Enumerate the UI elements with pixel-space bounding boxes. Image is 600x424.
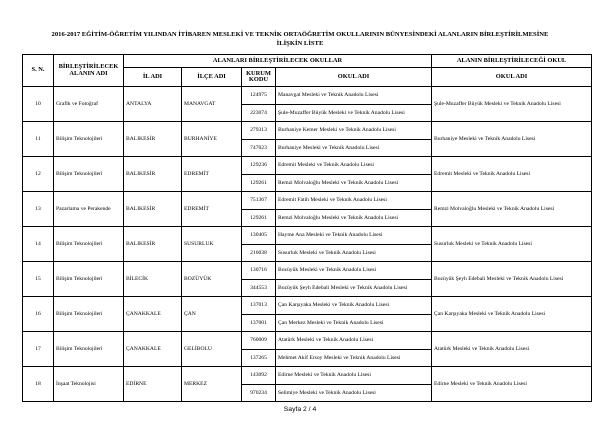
cell-okul: Susurluk Mesleki ve Teknik Anadolu Lisesi [276, 244, 432, 262]
cell-okul: Manavgat Mesleki ve Teknik Anadolu Lisesi [276, 87, 432, 105]
header-ilce: İLÇE ADI [182, 68, 242, 87]
cell-il: BALIKESİR [124, 227, 182, 262]
cell-ilce: EDREMİT [182, 157, 242, 192]
cell-sn: 17 [23, 332, 54, 367]
cell-okul: Remzi Molvaloğlu Mesleki ve Teknik Anadolu Lisesi [276, 174, 432, 192]
cell-sn: 12 [23, 157, 54, 192]
cell-okul: Bozüyük Şeyh Edebali Mesleki ve Teknik Anadolu Lisesi [276, 279, 432, 297]
cell-okul: Şule-Muzaffer Büyük Mesleki ve Teknik Anadolu Lisesi [276, 104, 432, 122]
cell-ilce: BURHANİYE [182, 122, 242, 157]
cell-kurum-kodu: 279313 [242, 122, 276, 140]
cell-target-okul: Bozüyük Şeyh Edebali Mesleki ve Teknik Anadolu Lisesi [432, 262, 592, 297]
cell-target-okul: Susurluk Mesleki ve Teknik Anadolu Lisesi [432, 227, 592, 262]
cell-alan: Pazarlama ve Perakende [54, 192, 124, 227]
cell-kurum-kodu: 223074 [242, 104, 276, 122]
cell-alan: Bilişim Teknolojileri [54, 157, 124, 192]
cell-ilce: ÇAN [182, 297, 242, 332]
cell-kurum-kodu: 970234 [242, 384, 276, 402]
cell-ilce: BOZÜYÜK [182, 262, 242, 297]
cell-kurum-kodu: 143092 [242, 367, 276, 385]
cell-ilce: EDREMİT [182, 192, 242, 227]
cell-okul: Edremit Mesleki ve Teknik Anadolu Lisesi [276, 157, 432, 175]
cell-okul: Edremit Fatih Mesleki ve Teknik Anadolu Lisesi [276, 192, 432, 210]
header-target-okul: OKUL ADI [432, 68, 592, 87]
header-alan-line-1: BİRLEŞTİRİLECEK [58, 63, 119, 70]
table-row [23, 332, 592, 350]
header-kurum-kodu [242, 68, 276, 87]
cell-il: EDİRNE [124, 367, 182, 402]
cell-okul: Çan Karşıyaka Mesleki ve Teknik Anadolu Lisesi [276, 297, 432, 315]
table-row [23, 122, 592, 140]
cell-kurum-kodu: 129261 [242, 209, 276, 227]
cell-ilce: SUSURLUK [182, 227, 242, 262]
cell-ilce: GELİBOLU [182, 332, 242, 367]
title-line-2: İLİŞKİN LİSTE [276, 40, 324, 47]
cell-target-okul: Burhaniye Mesleki ve Teknik Anadolu Lisesi [432, 122, 592, 157]
cell-target-okul: Çan Karşıyaka Mesleki ve Teknik Anadolu Lisesi [432, 297, 592, 332]
cell-kurum-kodu: 751367 [242, 192, 276, 210]
cell-kurum-kodu: 124975 [242, 87, 276, 105]
cell-ilce: MERKEZ [182, 367, 242, 402]
cell-kurum-kodu: 137265 [242, 349, 276, 367]
cell-il: ÇANAKKALE [124, 332, 182, 367]
cell-sn: 14 [23, 227, 54, 262]
header-sn: S. N. [23, 55, 54, 87]
cell-okul: Burhaniye Kemer Mesleki ve Teknik Anadolu Lisesi [276, 122, 432, 140]
merge-list-table [22, 54, 592, 402]
header-il: İL ADI [124, 68, 182, 87]
cell-kurum-kodu: 747023 [242, 139, 276, 157]
cell-sn: 15 [23, 262, 54, 297]
cell-sn: 11 [23, 122, 54, 157]
cell-okul: Çan Merkez Mesleki ve Teknik Anadolu Lisesi [276, 314, 432, 332]
header-kurum-line-1: KURUM [246, 69, 271, 77]
cell-il: ANTALYA [124, 87, 182, 122]
table-row [23, 157, 592, 175]
cell-target-okul: Remzi Molvaloğlu Mesleki ve Teknik Anadolu Lisesi [432, 192, 592, 227]
cell-il: BALIKESİR [124, 157, 182, 192]
header-group-source-schools: ALANLARI BİRLEŞTİRİLECEK OKULLAR [124, 55, 432, 68]
cell-il: ÇANAKKALE [124, 297, 182, 332]
cell-alan: Bilişim Teknolojileri [54, 297, 124, 332]
cell-okul: Mehmet Akif Ersoy Mesleki ve Teknik Anadolu Lisesi [276, 349, 432, 367]
cell-okul: Hayme Ana Mesleki ve Teknik Anadolu Lisesi [276, 227, 432, 245]
cell-kurum-kodu: 137001 [242, 314, 276, 332]
cell-kurum-kodu: 344553 [242, 279, 276, 297]
cell-okul: Remzi Molvaloğlu Mesleki ve Teknik Anadolu Lisesi [276, 209, 432, 227]
cell-kurum-kodu: 129261 [242, 174, 276, 192]
cell-okul: Burhaniye Mesleki ve Teknik Anadolu Lisesi [276, 139, 432, 157]
cell-okul: Selimiye Mesleki ve Teknik Anadolu Lisesi [276, 384, 432, 402]
cell-target-okul: Şule-Muzaffer Büyük Mesleki ve Teknik Anadolu Lisesi [432, 87, 592, 122]
cell-okul: Bozüyük Mesleki ve Teknik Anadolu Lisesi [276, 262, 432, 280]
cell-okul: Atatürk Mesleki ve Teknik Anadolu Lisesi [276, 332, 432, 350]
cell-target-okul: Atatürk Mesleki ve Teknik Anadolu Lisesi [432, 332, 592, 367]
title-line-1: 2016-2017 EĞİTİM-ÖĞRETİM YILINDAN İTİBAREN MESLEKİ VE TEKNİK ORTAÖĞRETİM OKULLARININ BÜNYESİNDEKİ ALANLARIN BİRLEŞTİRİLMESİNE [51, 31, 549, 38]
cell-ilce: MANAVGAT [182, 87, 242, 122]
cell-okul: Edirne Mesleki ve Teknik Anadolu Lisesi [276, 367, 432, 385]
cell-alan: Grafik ve Fotoğraf [54, 87, 124, 122]
cell-kurum-kodu: 216038 [242, 244, 276, 262]
cell-kurum-kodu: 760009 [242, 332, 276, 350]
header-okul: OKUL ADI [276, 68, 432, 87]
cell-kurum-kodu: 130405 [242, 227, 276, 245]
cell-kurum-kodu: 129236 [242, 157, 276, 175]
cell-alan: Bilişim Teknolojileri [54, 227, 124, 262]
table-row [23, 87, 592, 105]
cell-sn: 10 [23, 87, 54, 122]
table-row [23, 227, 592, 245]
cell-kurum-kodu: 130716 [242, 262, 276, 280]
table-row [23, 262, 592, 280]
cell-alan: Bilişim Teknolojileri [54, 262, 124, 297]
table-row [23, 297, 592, 315]
cell-kurum-kodu: 137013 [242, 297, 276, 315]
cell-target-okul: Edirne Mesleki ve Teknik Anadolu Lisesi [432, 367, 592, 402]
document-title [0, 30, 600, 48]
cell-alan: İnşaat Teknolojisi [54, 367, 124, 402]
cell-alan: Bilişim Teknolojileri [54, 122, 124, 157]
header-alan [54, 55, 124, 87]
page-number: Sayfa 2 / 4 [283, 406, 317, 413]
header-group-target-school: ALANIN BİRLEŞTİRİLECEĞİ OKUL [432, 55, 592, 68]
cell-target-okul: Edremit Mesleki ve Teknik Anadolu Lisesi [432, 157, 592, 192]
cell-il: BALIKESİR [124, 192, 182, 227]
table-row [23, 192, 592, 210]
table-row [23, 367, 592, 385]
header-alan-line-2: ALANIN ADI [69, 69, 108, 77]
cell-il: BİLECİK [124, 262, 182, 297]
cell-sn: 18 [23, 367, 54, 402]
cell-alan: Bilişim Teknolojileri [54, 332, 124, 367]
cell-il: BALIKESİR [124, 122, 182, 157]
header-kurum-line-2: KODU [248, 76, 269, 83]
table-body [23, 87, 592, 402]
cell-sn: 16 [23, 297, 54, 332]
table-header [23, 55, 592, 87]
cell-sn: 13 [23, 192, 54, 227]
